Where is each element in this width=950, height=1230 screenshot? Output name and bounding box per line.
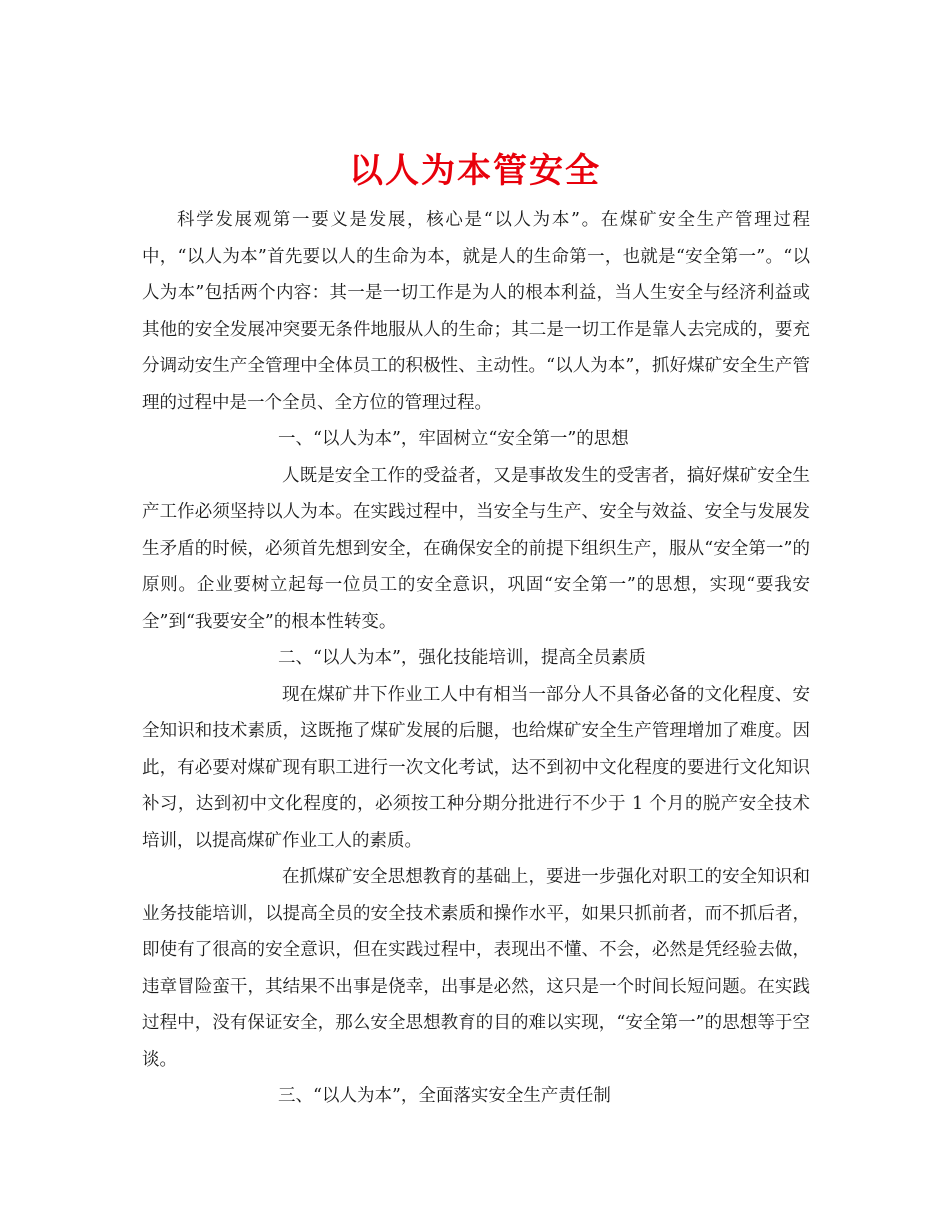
- document-body: [142, 202, 810, 1115]
- section-heading-2: 二、“以人为本”，强化技能培训，提高全员素质: [278, 648, 646, 668]
- intro-paragraph: 科学发展观第一要义是发展，核心是“以人为本”。在煤矿安全生产管理过程中，“以人为本”首先要以人的生命为本，就是人的生命第一，也就是“安全第一”。“以人为本”包括两个内容：其一是一切工作是为人的根本利益，当人生安全与经济利益或其他的安全发展冲突要无条件地服从人的生命；其二是一切工作是靠人去完成的，要充分调动安生产全管理中全体员工的积极性、主动性。“以人为本”，抓好煤矿安全生产管理的过程中是一个全员、全方位的管理过程。: [142, 210, 810, 413]
- section-2-paragraph-1: 现在煤矿井下作业工人中有相当一部分人不具备必备的文化程度、安全知识和技术素质，这既拖了煤矿发展的后腿，也给煤矿安全生产管理增加了难度。因此，有必要对煤矿现有职工进行一次文化考试，达不到初中文化程度的要进行文化知识补习，达到初中文化程度的，必须按工种分期分批进行不少于 1 个月的脱产安全技术培训，以提高煤矿作业工人的素质。: [142, 684, 810, 851]
- section-heading-3: 三、“以人为本”，全面落实安全生产责任制: [278, 1086, 611, 1106]
- section-2-paragraph-2: 在抓煤矿安全思想教育的基础上，要进一步强化对职工的安全知识和业务技能培训，以提高全员的安全技术素质和操作水平，如果只抓前者，而不抓后者，即使有了很高的安全意识，但在实践过程中，表现出不懂、不会，必然是凭经验去做，违章冒险蛮干，其结果不出事是侥幸，出事是必然，这只是一个时间长短问题。在实践过程中，没有保证安全，那么安全思想教育的目的难以实现，“安全第一”的思想等于空谈。: [142, 867, 810, 1070]
- section-1-paragraph: 人既是安全工作的受益者，又是事故发生的受害者，搞好煤矿安全生产工作必须坚持以人为本。在实践过程中，当安全与生产、安全与效益、安全与发展发生矛盾的时候，必须首先想到安全，在确保安全的前提下组织生产，服从“安全第一”的原则。企业要树立起每一位员工的安全意识，巩固“安全第一”的思想，实现“要我安全”到“我要安全”的根本性转变。: [142, 465, 810, 632]
- document-title: 以人为本管安全: [349, 150, 601, 191]
- section-heading-1: 一、“以人为本”，牢固树立“安全第一”的思想: [278, 429, 629, 449]
